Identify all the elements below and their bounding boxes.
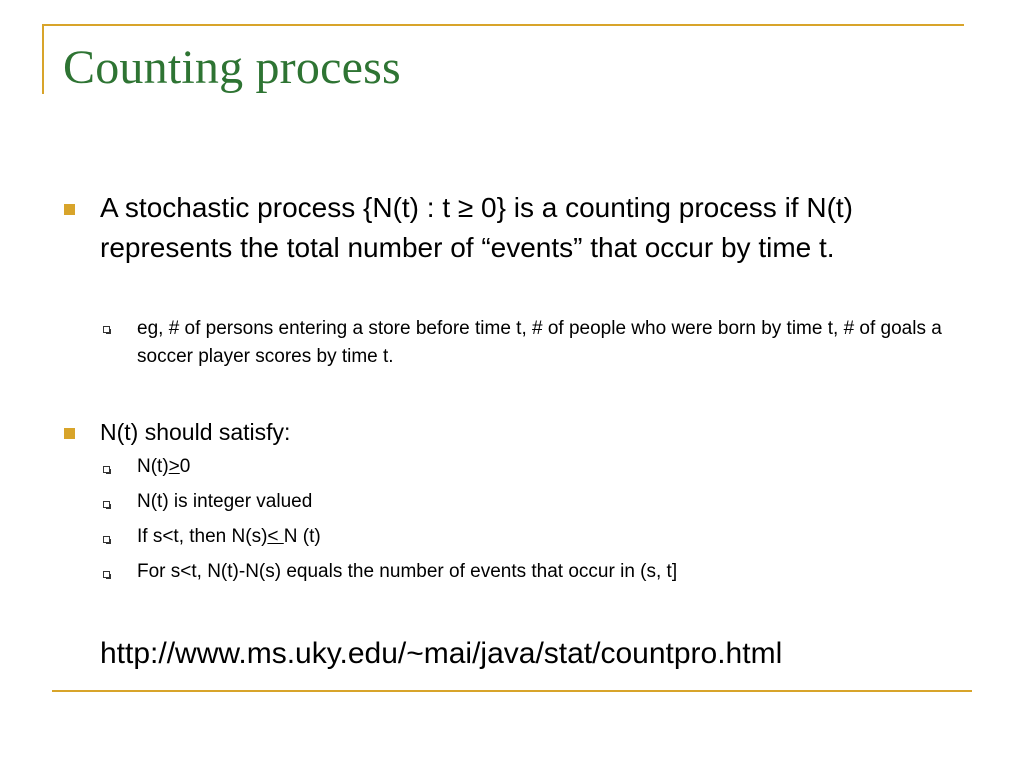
- condition-nondecreasing: [137, 523, 977, 551]
- hollow-square-bullet-icon: [103, 501, 110, 508]
- condition-increments: For s<t, N(t)-N(s) equals the number of events that occur in (s, t]: [137, 561, 678, 582]
- hollow-square-bullet-icon: [103, 536, 110, 543]
- bullet-satisfy-heading: N(t) should satisfy:: [100, 419, 291, 445]
- condition-underlined-symbol: <: [267, 526, 284, 547]
- hollow-square-bullet-icon: [103, 466, 110, 473]
- square-bullet-icon: [64, 204, 75, 215]
- square-bullet-icon: [64, 428, 75, 439]
- condition-text: N (t): [283, 526, 321, 547]
- condition-text: 0: [179, 456, 191, 477]
- frame-bottom-line: [52, 690, 972, 692]
- frame-top-line: [42, 24, 964, 26]
- condition-text: N(t): [137, 456, 169, 477]
- sub-bullet-examples: eg, # of persons entering a store before time t, # of people who were born by time t, # of goals a soccer player scores by time t.: [137, 318, 942, 367]
- hollow-square-bullet-icon: [103, 571, 110, 578]
- frame-left-line: [42, 24, 44, 94]
- slide-title: Counting process: [63, 41, 401, 94]
- condition-text: If s<t, then N(s): [137, 526, 268, 547]
- condition-nonnegative: [137, 453, 977, 481]
- condition-integer-valued: N(t) is integer valued: [137, 491, 313, 512]
- reference-url: http://www.ms.uky.edu/~mai/java/stat/countpro.html: [100, 637, 783, 670]
- condition-underlined-symbol: >: [168, 456, 180, 477]
- hollow-square-bullet-icon: [103, 326, 110, 333]
- bullet-counting-definition: A stochastic process {N(t) : t ≥ 0} is a counting process if N(t) represents the total number of “events” that occur by time t.: [100, 192, 853, 263]
